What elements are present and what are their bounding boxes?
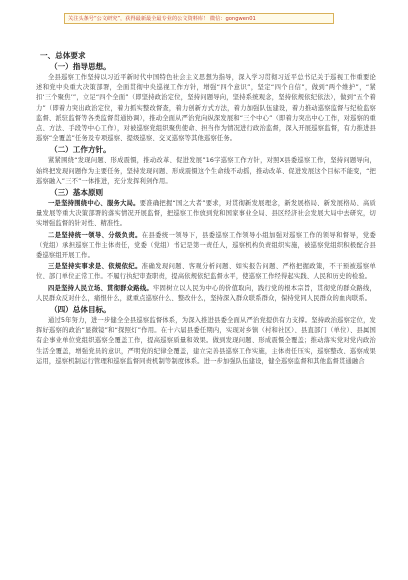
- body-paragraph: [36, 316, 376, 367]
- body-paragraph: [36, 262, 376, 282]
- paragraph-text: 在县委统一领导下，县委巡察工作领导小组加强对巡察工作的领导和督导，党委（党组）承担巡察工作主体责任，党委（党组）书记是第一责任人，巡察机构负责组织实施，被巡察党组织积极配合县委巡察组开展工作。: [36, 231, 377, 260]
- body-paragraph: [36, 73, 376, 144]
- body-paragraph: [36, 284, 376, 304]
- subsection-heading: （三）基本原则: [50, 188, 104, 198]
- paragraph-text: 全县巡察工作坚持以习近平新时代中国特色社会主义思想为指导，深入学习贯彻习近平总书记关于巡视工作重要论述和党中央重大决策部署，全面贯彻中央巡视工作方针，增强“四个意识”，坚定“四个自信”，做到“两个维护”，“紧扣‘三个聚焦’”，立足“四个全面”（即坚持政治定位，坚持问题导向，坚持系统观念，坚持依规依纪依法），做到“五个着力”（即着力突出政治定位，着力抓实整改督查，着力创新方式方法，着力加强队伍建设，着力推动巡察监督与纪检监察监督、派驻监督等各类监督贯通协调），推动全面从严治党向纵深发展和“三个中心”（即着力突出中心工作，对巡察的重点、方法、手段等中心工作），对被巡察党组织聚焦使命、担当作为情况进行政治监督，深入开展巡察监督，有力推进县巡察“全覆盖”任务及专项巡察、提级巡察、交叉巡察等其他巡察任务。: [36, 74, 376, 143]
- paragraph-lead: 四是坚持人民立场、贯彻群众路线。: [48, 284, 153, 292]
- paragraph-text: 牢固树立以人民为中心的价值取向，践行党的根本宗旨，贯彻党的群众路线，人民群众反对什么，痛恨什么，就重点巡察什么、整改什么，坚持深入群众联系群众，保持党同人民群众的血肉联系。: [36, 284, 376, 302]
- paragraph-lead: 三是坚持实事求是、依规依纪。: [48, 263, 142, 271]
- body-paragraph: [36, 231, 376, 262]
- wechat-promo-banner: 关注头条号“公文研究”，获得最新最全最专业的公文资料库！ 微信：gongwen01: [64, 13, 334, 24]
- body-paragraph: [36, 156, 376, 187]
- paragraph-text: 紧紧围绕“发现问题、形成震慑，推动改革、促进发展”16字巡察工作方针，对照X县委巡察工作，坚持问题导向，始终把发现问题作为主要任务，坚持发现问题、形成震慑这个生命线不动摇，推动改革、促进发展这个目标不能变，“把巡察融入”三不”一体推进，充分发挥利剑作用。: [36, 157, 376, 185]
- section-heading: 一、总体要求: [40, 51, 86, 60]
- subsection-heading: （二）工作方针。: [50, 145, 111, 155]
- subsection-heading: （一）指导思想。: [50, 62, 111, 71]
- paragraph-lead: 二是坚持统一领导、分级负责。: [48, 231, 142, 239]
- paragraph-text: 要准确把握“国之大者”要求，对贯彻新发展理念，新发展格局、新发展格局、高质量发展等重大决策部署的落实情况开展监督，把巡察工作放到党和国家事业全局、县区经济社会发展大局中去研究，切实增强监督的针对性、精准性。: [36, 200, 376, 228]
- document-body: [36, 51, 376, 368]
- body-paragraph: [36, 199, 376, 230]
- subsection-heading: （四）总体目标。: [50, 305, 111, 315]
- paragraph-text: 通过5年努力，进一步健全全县巡察监督体系，为深入推进县委全面从严治党提供有力支撑。坚持政治巡察定位，发挥好巡察的政治“显微镜”和“探照灯”作用。在十六届县委任期内，实现对乡镇（村和社区）、县直部门（单位）、县属国有企事业单位党组织巡察全覆盖工作，提高巡察质量和效果。做到发现问题、形成震慑全覆盖；推动落实党对党内政治生活全覆盖，增强党员的意识，严明党的纪律全覆盖，建立完善县巡察工作实施，主体责任压实，巡察整改、巡察成果运用，巡察机制运行管理和巡察监督同责机制等制度体系。进一步加强队伍建设，健全巡察监督和其他监督贯通融合: [36, 317, 376, 365]
- paragraph-lead: 一是坚持围绕中心、服务大局。: [48, 200, 140, 208]
- paragraph-text: 准确发现问题、客观分析问题、如实报告问题、严格把握政策，不干预被巡察单位、部门单位正常工作。不履行执纪审查职责，提高依规依纪监督水平，使巡察工作经得起实践、人民和历史的检验。: [36, 263, 377, 281]
